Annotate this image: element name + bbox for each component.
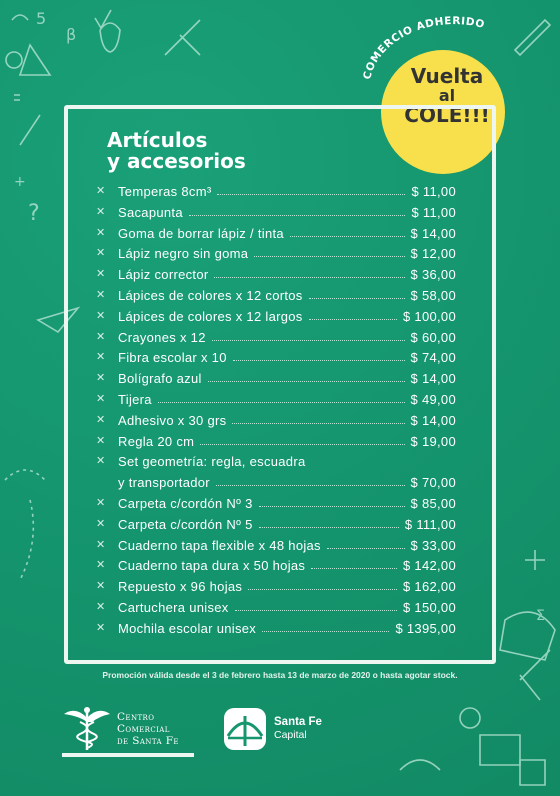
item-name: Temperas 8cm³ [118,184,212,199]
badge-line-2: al [438,86,456,105]
cross-bullet-icon: ✕ [96,538,106,551]
item-name: Bolígrafo azul [118,371,202,387]
cross-bullet-icon: ✕ [96,392,106,405]
sf-line-1: Santa Fe [274,716,322,728]
cross-bullet-icon: ✕ [96,288,106,301]
list-item [96,203,456,224]
list-item [96,494,456,515]
list-item [96,244,456,265]
dotted-leader [254,256,405,257]
dotted-leader [259,527,399,528]
caduceus-icon [62,706,112,752]
list-item [96,556,456,577]
item-name: Lápiz negro sin goma [118,246,249,262]
item-price: $ 111,00 [404,516,456,532]
item-price: $ 162,00 [402,579,456,595]
item-price: $ 70,00 [410,475,456,491]
list-item [96,536,456,557]
cross-bullet-icon: ✕ [96,268,106,281]
item-price: $ 74,00 [410,350,456,366]
dotted-leader [217,194,405,195]
list-item [96,224,456,245]
list-item [96,577,456,598]
item-name: Fibra escolar x 10 [118,350,227,366]
cc-line-3: de Santa Fe [117,735,179,747]
dotted-leader [208,381,405,382]
svg-text:5: 5 [36,9,47,28]
item-name: Sacapunta [118,204,183,220]
cross-bullet-icon: ✕ [96,185,106,197]
item-name: Adhesivo x 30 grs [118,412,227,428]
list-item [96,265,456,286]
svg-text:Σ: Σ [536,608,545,624]
cross-bullet-icon: ✕ [96,434,106,447]
centro-comercial-logo-text [117,711,179,747]
badge-arc-text: COMERCIO ADHERIDO [361,14,487,81]
item-price: $ 58,00 [410,287,456,303]
list-item [96,619,456,640]
santa-fe-logo-text [274,716,322,741]
cc-line-2: Comercial [117,723,170,735]
cross-bullet-icon: ✕ [96,247,106,260]
item-name: Lápices de colores x 12 largos [118,308,303,324]
dotted-leader [262,631,389,632]
list-item [96,411,456,432]
cross-bullet-icon: ✕ [96,455,106,468]
cross-bullet-icon: ✕ [96,559,106,572]
santa-fe-bridge-icon [222,706,268,752]
item-price: $ 85,00 [410,495,456,511]
badge-line-3: COLE!!! [404,103,490,127]
cross-bullet-icon: ✕ [96,600,106,613]
section-title-line-1: Artículos [107,128,208,152]
sf-line-2: Capital [274,729,307,741]
item-name: Repuesto x 96 hojas [118,579,243,595]
list-item [96,328,456,349]
cross-bullet-icon: ✕ [96,580,106,593]
cross-bullet-icon: ✕ [96,205,106,218]
item-price: $ 150,00 [402,599,456,615]
item-price: $ 14,00 [410,371,456,387]
item-price: $ 36,00 [410,267,456,283]
list-item [96,286,456,307]
dotted-leader [235,610,397,611]
item-price: $ 11,00 [411,184,456,199]
item-price: $ 1395,00 [395,620,456,636]
item-name: y transportador [118,475,210,491]
cc-logo-bar [62,753,194,757]
dotted-leader [259,506,405,507]
item-name: Regla 20 cm [118,433,195,449]
dotted-leader [309,319,397,320]
item-name: Cartuchera unisex [118,599,229,615]
item-name: Mochila escolar unisex [118,620,257,636]
cross-bullet-icon: ✕ [96,309,106,322]
list-item [96,348,456,369]
item-price: $ 60,00 [410,329,456,345]
list-item [96,182,456,203]
dotted-leader [309,298,405,299]
item-price: $ 12,00 [410,246,456,262]
list-item [96,515,456,536]
cross-bullet-icon: ✕ [96,226,106,239]
dotted-leader [233,360,405,361]
item-price: $ 49,00 [410,391,456,407]
item-price: $ 100,00 [402,308,456,324]
cross-bullet-icon: ✕ [96,330,106,343]
item-price: $ 11,00 [411,204,456,220]
list-item [96,369,456,390]
cross-bullet-icon: ✕ [96,351,106,364]
item-name: Tijera [118,391,152,407]
list-item [96,452,456,473]
list-item [96,307,456,328]
price-list [96,182,456,640]
dotted-leader [248,589,397,590]
dotted-leader [189,215,405,216]
cross-bullet-icon: ✕ [96,413,106,426]
item-name: Carpeta c/cordón Nº 5 [118,516,253,532]
dotted-leader [290,236,405,237]
item-price: $ 142,00 [402,558,456,574]
list-item [96,390,456,411]
dotted-leader [327,548,405,549]
item-price: $ 33,00 [410,537,456,553]
item-name: Goma de borrar lápiz / tinta [118,225,284,241]
section-title [107,130,246,172]
dotted-leader [214,277,405,278]
dotted-leader [232,423,405,424]
cross-bullet-icon: ✕ [96,621,106,634]
dotted-leader [200,444,405,445]
list-item [96,598,456,619]
item-name: Cuaderno tapa flexible x 48 hojas [118,537,321,553]
item-name: Cuaderno tapa dura x 50 hojas [118,558,306,574]
svg-text:?: ? [28,201,40,226]
item-name: Crayones x 12 [118,329,206,345]
badge-line-1: Vuelta [410,64,484,88]
dotted-leader [212,340,405,341]
item-price: $ 19,00 [410,433,456,449]
item-name: Lápices de colores x 12 cortos [118,287,303,303]
list-item [96,473,456,494]
section-title-line-2: y accesorios [107,149,246,173]
item-price: $ 14,00 [410,412,456,428]
cc-line-1: Centro [117,711,155,723]
svg-text:+: + [14,174,26,190]
svg-text:β: β [66,25,77,44]
dotted-leader [216,485,405,486]
item-price: $ 14,00 [410,225,456,241]
item-name: Lápiz corrector [118,267,209,283]
dotted-leader [158,402,405,403]
item-name: Carpeta c/cordón Nº 3 [118,495,253,511]
cross-bullet-icon: ✕ [96,372,106,385]
cross-bullet-icon: ✕ [96,496,106,509]
promo-text: Promoción válida desde el 3 de febrero hasta 13 de marzo de 2020 o hasta agotar stock. [102,670,458,680]
dotted-leader [311,568,397,569]
list-item [96,432,456,453]
item-name: Set geometría: regla, escuadra [118,454,306,470]
cross-bullet-icon: ✕ [96,517,106,530]
